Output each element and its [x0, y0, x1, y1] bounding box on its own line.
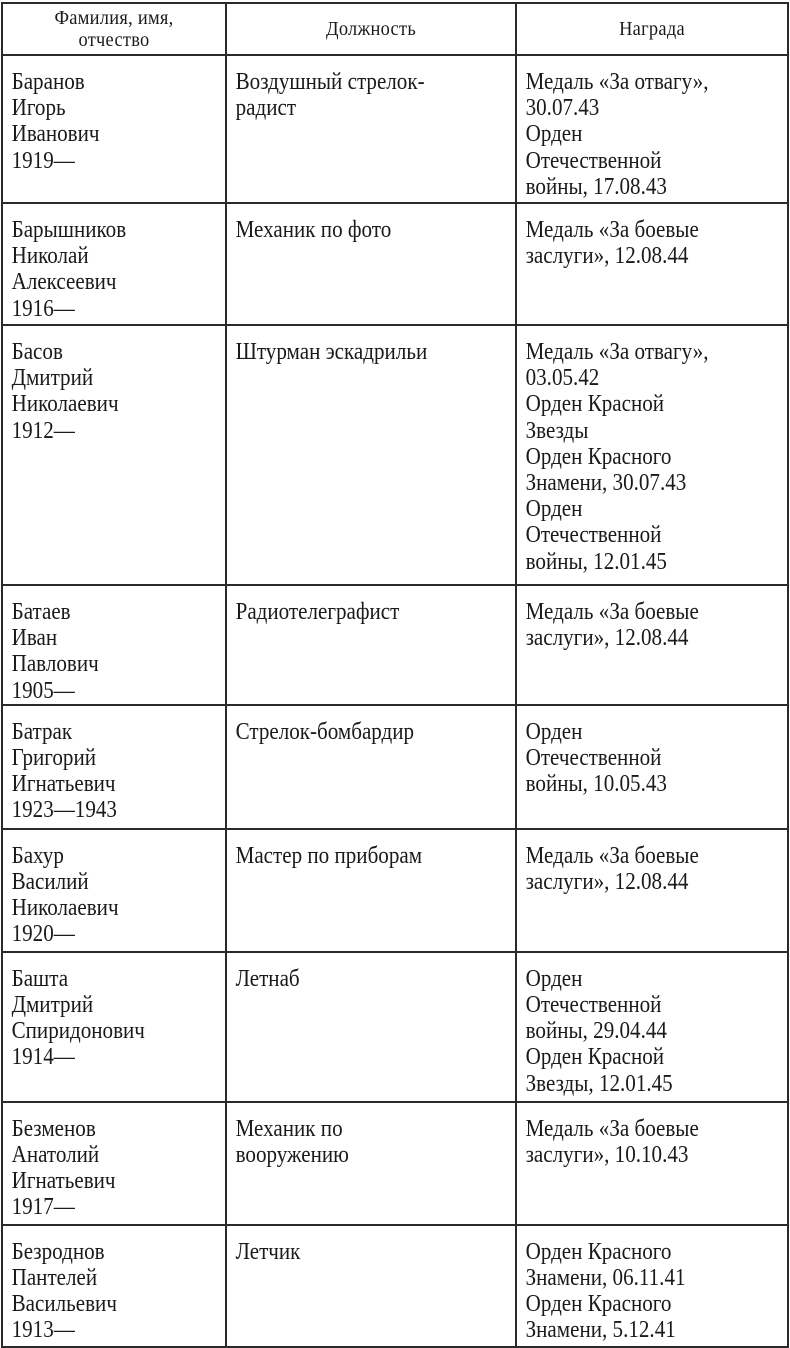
name-line: Иванович — [11, 120, 100, 148]
award-line: заслуги», 10.10.43 — [525, 1141, 689, 1169]
award-cell — [516, 705, 788, 829]
award-line: Орден Красного — [525, 442, 672, 470]
award-cell — [516, 55, 788, 203]
table-row — [2, 1225, 788, 1347]
name-line: Игнатьевич — [11, 1167, 116, 1195]
name-line: Барышников — [11, 216, 127, 243]
position-cell — [226, 829, 516, 952]
name-line: Безменов — [11, 1114, 96, 1142]
header-position — [226, 3, 516, 55]
position-line: Стрелок-бомбардир — [235, 717, 415, 745]
table-row — [2, 203, 788, 325]
name-line: Дмитрий — [11, 991, 94, 1019]
table-row — [2, 705, 788, 829]
position-line: Мастер по приборам — [235, 841, 423, 869]
name-line: Николаевич — [11, 894, 119, 922]
name-line: Баранов — [11, 68, 85, 95]
document-page — [1, 2, 787, 1348]
name-cell — [2, 829, 226, 952]
table-row — [2, 1102, 788, 1225]
position-line: Летчик — [235, 1237, 301, 1265]
award-line: Знамени, 06.11.41 — [525, 1264, 686, 1292]
name-line: Васильевич — [11, 1290, 117, 1318]
award-cell — [516, 585, 788, 705]
table-row — [2, 325, 788, 585]
name-cell — [2, 325, 226, 585]
award-line: Медаль «За отвагу», — [525, 338, 709, 365]
award-line: Знамени, 5.12.41 — [525, 1316, 676, 1344]
award-cell — [516, 829, 788, 952]
award-cell — [516, 325, 788, 585]
award-line: войны, 12.01.45 — [525, 547, 667, 575]
award-cell — [516, 952, 788, 1102]
award-cell — [516, 1102, 788, 1225]
position-line: Летнаб — [235, 964, 300, 992]
name-cell — [2, 203, 226, 325]
name-line: Николай — [11, 242, 89, 270]
name-cell — [2, 1225, 226, 1347]
name-line: Василий — [11, 868, 89, 896]
award-cell — [516, 203, 788, 325]
header-position-label: Должность — [325, 18, 416, 40]
name-line: Дмитрий — [11, 364, 94, 392]
position-cell — [226, 705, 516, 829]
table-row — [2, 585, 788, 705]
name-cell — [2, 705, 226, 829]
name-line: Батаев — [11, 598, 71, 625]
award-line: Отечественной — [525, 521, 662, 549]
name-line: Башта — [11, 964, 69, 992]
name-line: 1914— — [11, 1043, 75, 1071]
name-cell — [2, 1102, 226, 1225]
name-line: 1917— — [11, 1193, 75, 1221]
name-line: Анатолий — [11, 1141, 100, 1169]
award-line: заслуги», 12.08.44 — [525, 242, 689, 270]
award-line: Орден Красной — [525, 1043, 665, 1071]
award-line: Орден — [525, 495, 583, 523]
name-line: Безроднов — [11, 1237, 105, 1265]
position-line: Воздушный стрелок- — [235, 68, 425, 95]
name-line: Игорь — [11, 94, 66, 122]
name-line: Игнатьевич — [11, 770, 116, 798]
position-line: вооружению — [235, 1141, 349, 1169]
table-row — [2, 952, 788, 1102]
header-award-label: Награда — [619, 18, 685, 40]
award-line: Медаль «За боевые — [525, 216, 699, 243]
name-cell — [2, 952, 226, 1102]
position-cell — [226, 1225, 516, 1347]
name-line: Бахур — [11, 841, 64, 869]
table-body — [2, 55, 788, 1347]
position-cell — [226, 325, 516, 585]
name-line: Григорий — [11, 744, 97, 772]
header-name-line: отчество — [78, 29, 150, 51]
position-line: радист — [235, 94, 297, 122]
position-line: Радиотелеграфист — [235, 598, 400, 625]
name-line: 1913— — [11, 1316, 75, 1344]
award-line: Орден Красного — [525, 1290, 672, 1318]
award-line: Медаль «За боевые — [525, 841, 699, 869]
award-line: войны, 10.05.43 — [525, 770, 667, 798]
table-header-row — [2, 3, 788, 55]
award-line: Орден Красного — [525, 1237, 672, 1265]
name-line: Спиридонович — [11, 1017, 145, 1045]
award-line: Отечественной — [525, 146, 662, 174]
position-line: Механик по фото — [235, 216, 392, 243]
name-line: Басов — [11, 338, 63, 365]
table-row — [2, 829, 788, 952]
award-line: Медаль «За боевые — [525, 1114, 699, 1142]
header-name-line: Фамилия, имя, — [54, 7, 174, 29]
position-cell — [226, 1102, 516, 1225]
award-line: Отечественной — [525, 744, 662, 772]
name-line: Иван — [11, 624, 58, 652]
award-line: Медаль «За боевые — [525, 598, 699, 625]
award-line: 03.05.42 — [525, 364, 600, 392]
award-line: войны, 29.04.44 — [525, 1017, 667, 1045]
award-line: Звезды — [525, 416, 589, 444]
award-line: Орден Красной — [525, 390, 665, 418]
award-cell — [516, 1225, 788, 1347]
awards-table — [1, 2, 789, 1348]
header-name — [2, 3, 226, 55]
position-cell — [226, 585, 516, 705]
award-line: войны, 17.08.43 — [525, 172, 667, 200]
name-line: 1905— — [11, 676, 75, 704]
table-row — [2, 55, 788, 203]
award-line: Орден — [525, 717, 583, 745]
award-line: Звезды, 12.01.45 — [525, 1069, 673, 1097]
position-cell — [226, 203, 516, 325]
name-line: Павлович — [11, 650, 99, 678]
award-line: Орден — [525, 964, 583, 992]
name-line: 1920— — [11, 920, 75, 948]
name-cell — [2, 55, 226, 203]
name-line: Пантелей — [11, 1264, 98, 1292]
name-line: 1923—1943 — [11, 796, 117, 824]
award-line: 30.07.43 — [525, 94, 600, 122]
header-award — [516, 3, 788, 55]
award-line: Знамени, 30.07.43 — [525, 469, 687, 497]
position-cell — [226, 55, 516, 203]
award-line: Отечественной — [525, 991, 662, 1019]
name-line: 1916— — [11, 294, 75, 322]
award-line: заслуги», 12.08.44 — [525, 624, 689, 652]
name-line: 1912— — [11, 416, 75, 444]
award-line: заслуги», 12.08.44 — [525, 868, 689, 896]
name-cell — [2, 585, 226, 705]
name-line: Николаевич — [11, 390, 119, 418]
award-line: Орден — [525, 120, 583, 148]
name-line: Батрак — [11, 717, 73, 745]
position-line: Штурман эскадрильи — [235, 338, 428, 365]
name-line: 1919— — [11, 146, 75, 174]
position-line: Механик по — [235, 1114, 343, 1142]
award-line: Медаль «За отвагу», — [525, 68, 709, 95]
position-cell — [226, 952, 516, 1102]
name-line: Алексеевич — [11, 268, 117, 296]
